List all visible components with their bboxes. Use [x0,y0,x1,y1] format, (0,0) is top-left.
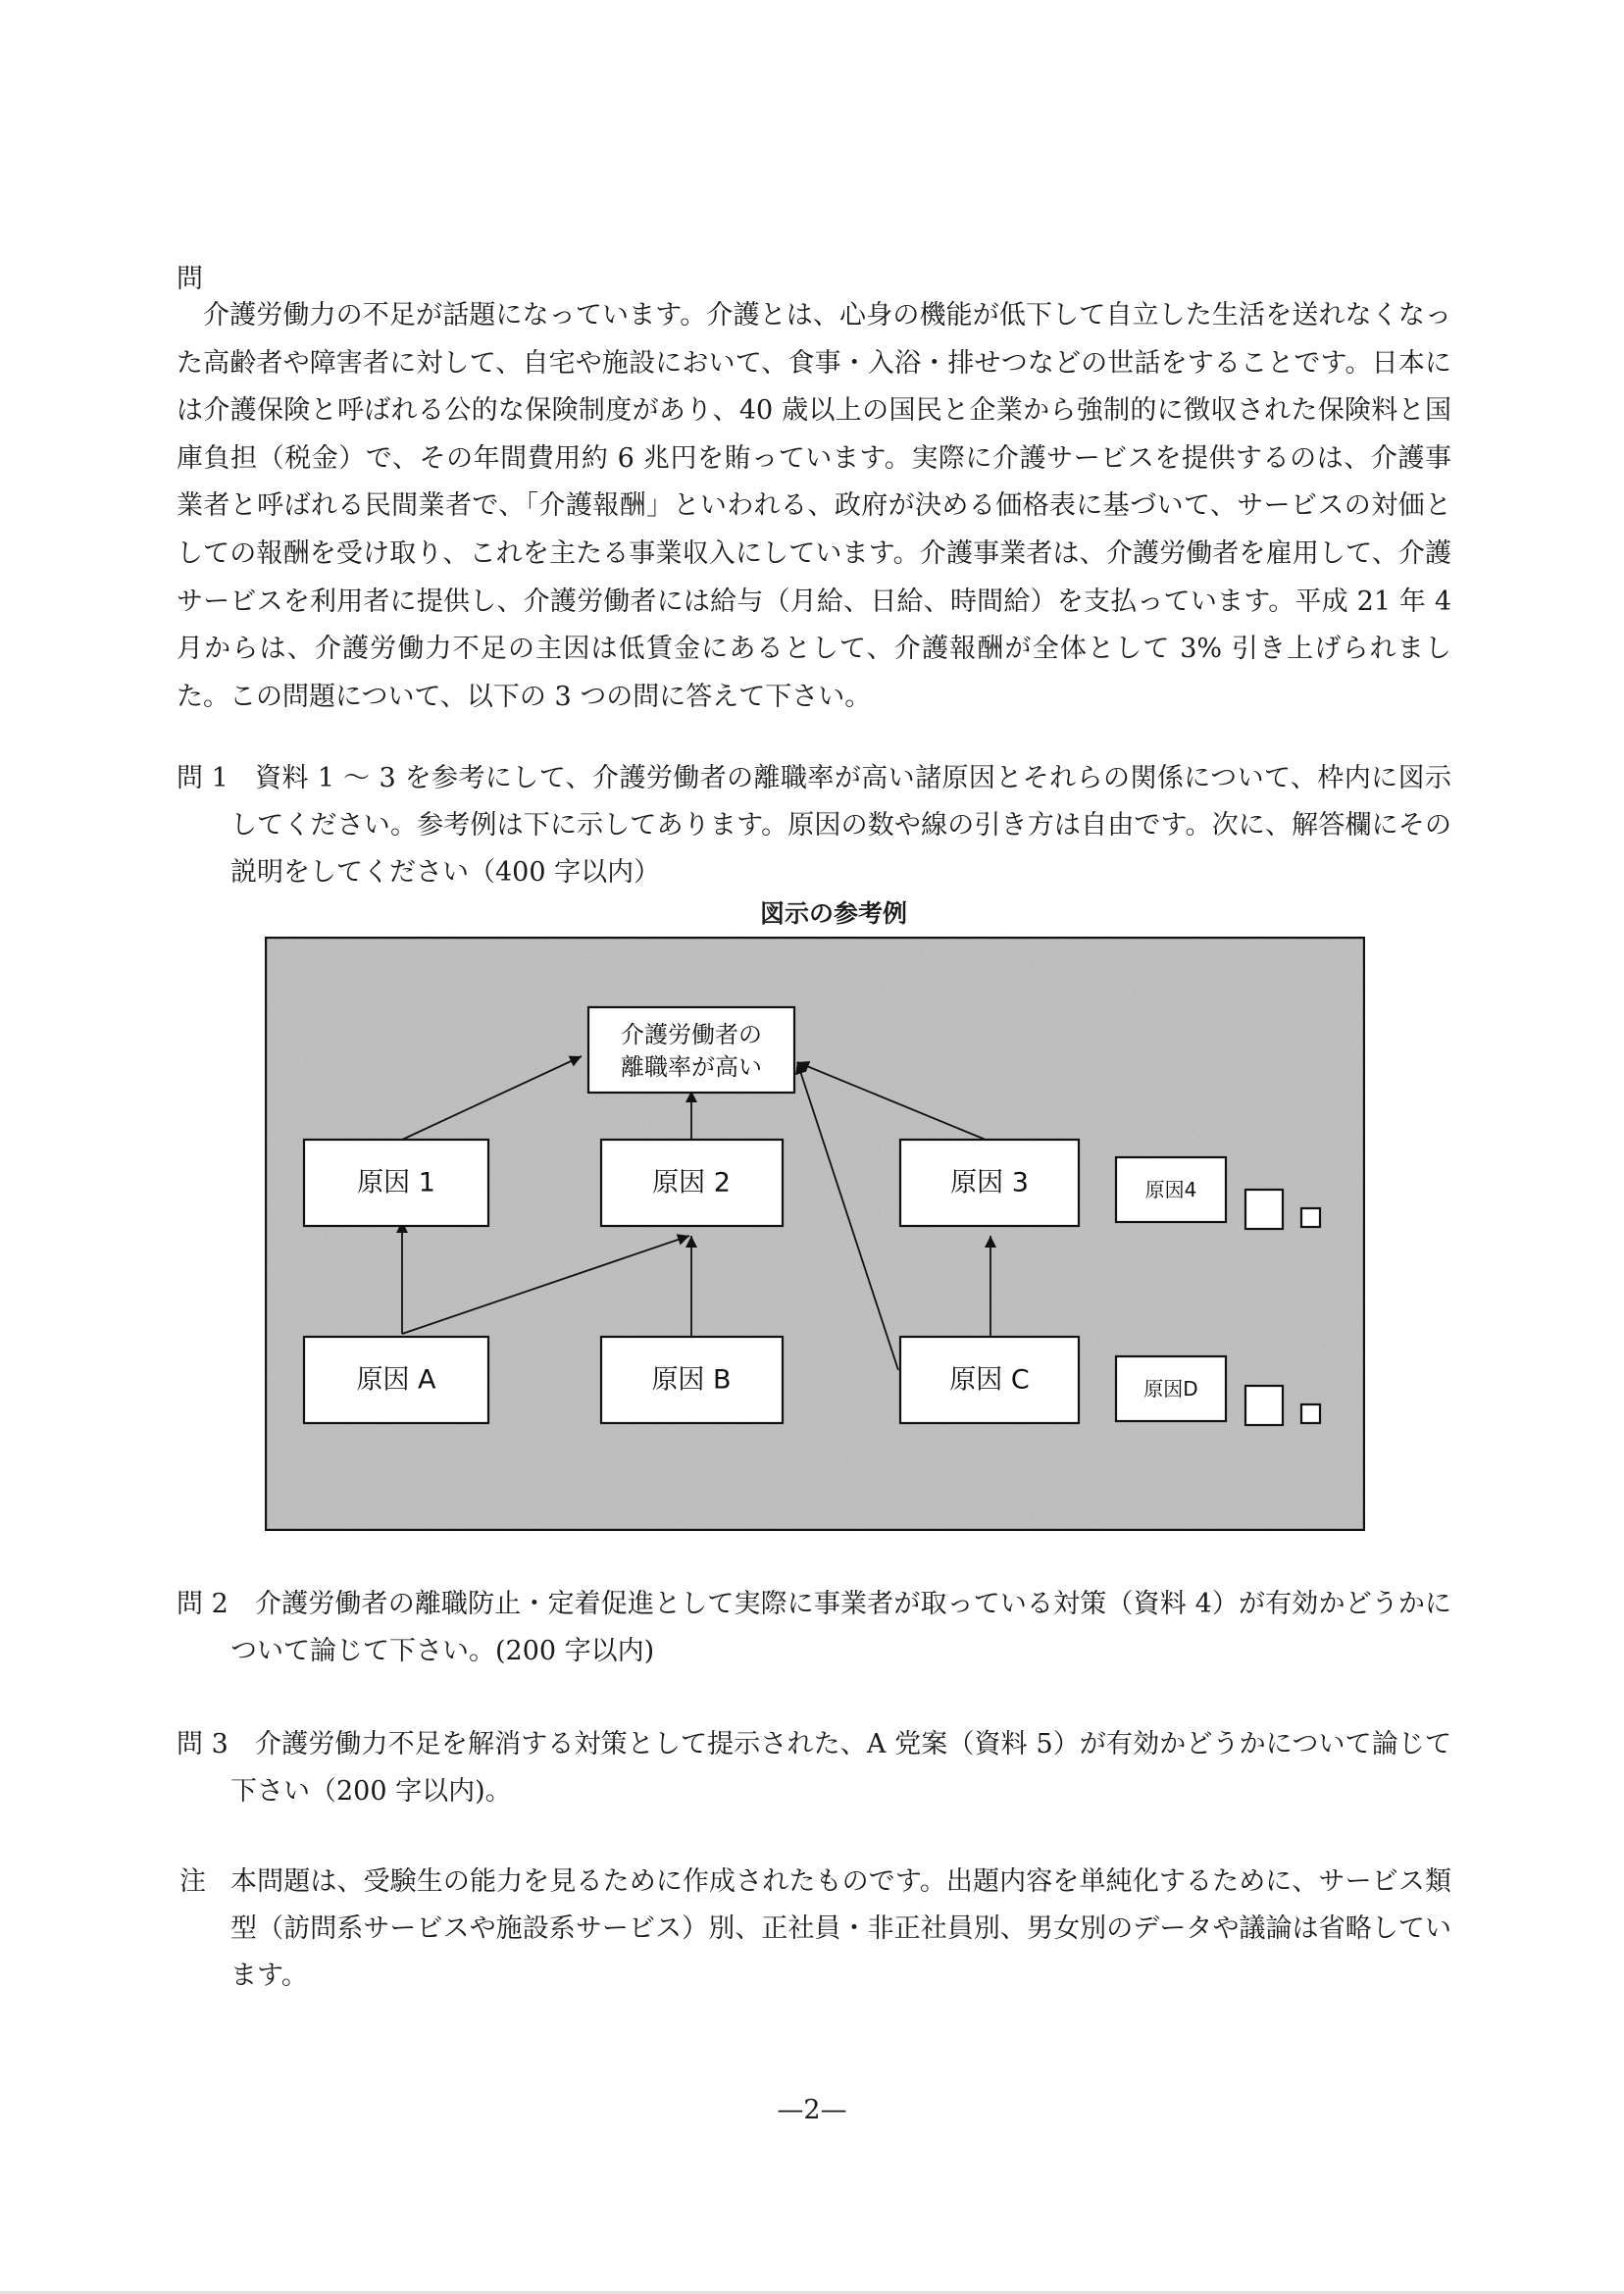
question-1-number: 問 1 [177,763,228,793]
cause-2-label: 原因 2 [652,1167,731,1198]
cause-D-label: 原因D [1143,1377,1198,1401]
cause-1-label: 原因 1 [357,1167,435,1198]
page-number: —2— [777,2095,847,2125]
box-top-line2: 離職率が高い [621,1053,762,1081]
question-3-number: 問 3 [177,1729,228,1759]
question-1-text: 資料 1 ～ 3 を参考にして、介護労働者の離職率が高い諸原因とそれらの関係について、枠内に図示してください。参考例は下に示してあります。原因の数や線の引き方は自由です。次に、解答欄にその説明をしてください（400 字以内） [230,763,1451,888]
figure-title: 図示の参考例 [759,899,907,928]
question-2-number: 問 2 [177,1589,228,1619]
reference-diagram [265,937,1365,1531]
question-2 [177,1581,1451,1675]
question-2-text: 介護労働者の離職防止・定着促進として実際に事業者が取っている対策（資料 4）が有効かどうかについて論じて下さい。(200 字以内) [230,1589,1451,1666]
question-1 [177,755,1451,896]
box-blank-4-large [1245,1190,1283,1229]
cause-C-label: 原因 C [949,1364,1030,1396]
note-text: 本問題は、受験生の能力を見るために作成されたものです。出題内容を単純化するために、サービス類型（訪問系サービスや施設系サービス）別、正社員・非正社員別、男女別のデータや議論は省略しています。 [230,1866,1451,1991]
note-marker: 注 [179,1866,206,1897]
box-blank-D-small [1301,1404,1320,1423]
section-heading: 問 [177,264,203,294]
question-3-text: 介護労働力不足を解消する対策として提示された、A 党案（資料 5）が有効かどうかについて論じて下さい（200 字以内)。 [230,1729,1451,1807]
box-blank-4-small [1301,1208,1320,1227]
question-3 [177,1721,1451,1815]
note [177,1859,1451,2000]
cause-3-label: 原因 3 [950,1167,1029,1198]
cause-B-label: 原因 B [651,1364,732,1396]
cause-4-label: 原因4 [1144,1178,1197,1201]
box-blank-D-large [1245,1386,1283,1425]
cause-A-label: 原因 A [356,1364,436,1396]
box-top-line1: 介護労働者の [621,1021,762,1048]
intro-paragraph: 介護労働力の不足が話題になっています。介護とは、心身の機能が低下して自立した生活を送れなくなった高齢者や障害者に対して、自宅や施設において、食事・入浴・排せつなどの世話をすることです。日本には介護保険と呼ばれる公的な保険制度があり、40 歳以上の国民と企業から強制的に徴収された保険料と国庫負担（税金）で、その年間費用約 6 兆円を賄っています。実際に介護サービスを提供するのは、介護事業者と呼ばれる民間業者で、「介護報酬」といわれる、政府が決める価格表に基づいて、サービスの対価としての報酬を受け取り、これを主たる事業収入にしています。介護事業者は、介護労働者を雇用して、介護サービスを利用者に提供し、介護労働者には給与（月給、日給、時間給）を支払っています。平成 21 年 4 月からは、介護労働力不足の主因は低賃金にあるとして、介護報酬が全体として 3% 引き上げられました。この問題について、以下の 3 つの問に答えて下さい。 [177,300,1451,712]
